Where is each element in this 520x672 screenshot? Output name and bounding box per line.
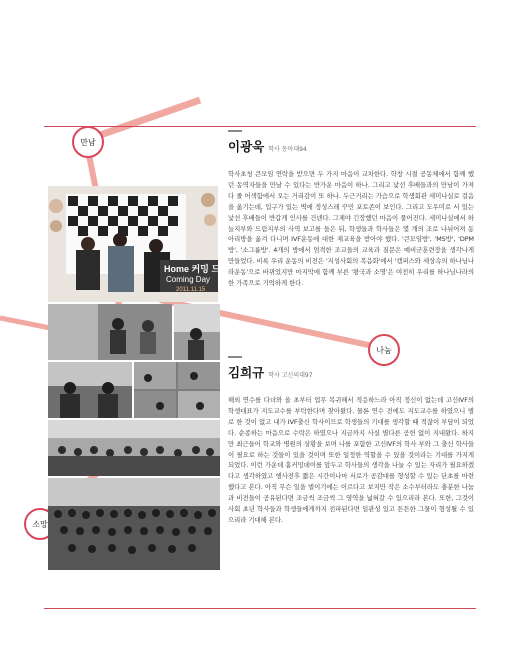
photo-speakers bbox=[48, 362, 132, 418]
top-rule bbox=[44, 126, 476, 127]
photo-crowd-hall bbox=[48, 420, 220, 476]
banner-line2: Coming Day bbox=[166, 275, 211, 284]
photo-photozone-group bbox=[48, 186, 229, 302]
photo-photozone-art bbox=[48, 186, 229, 302]
badge-meet-label: 만남 bbox=[80, 137, 96, 147]
profile-affiliation: 학사 고신의대97 bbox=[268, 372, 313, 379]
section-dash bbox=[228, 130, 242, 132]
bottom-rule bbox=[44, 608, 476, 609]
badge-hope-label: 소망 bbox=[32, 519, 48, 529]
photo-lecture-left bbox=[48, 304, 172, 360]
profile-affiliation: 학사 동아대94 bbox=[268, 146, 307, 153]
badge-share-label: 나눔 bbox=[376, 345, 392, 355]
profile-name: 이광욱 bbox=[228, 139, 265, 154]
photo-large-group bbox=[48, 478, 220, 570]
photo-small-groups bbox=[134, 362, 220, 418]
profile-name: 김희규 bbox=[228, 365, 265, 380]
profile-body: 학사초청 큰모임 연락을 받으면 두 가지 마음이 교차한다. 학창 시절 공동체에서 함께 했던 동역자들을 만날 수 있다는 반가운 마음이 하나. 그리고 낯선 후배들과의 만남이 가져다 줄 어색함에서 오는 거리감이 또 하나. 두근거리는 가슴으로 학생회관 세미나실로 걸음을 옮기는데, 입구가 있는 벽에 정성스레 꾸민 포토존이 보인다. 그리고 도우미로 서 있는 낯선 후배들이 반갑게 인사를 건넨다. 그제야 긴장했던 마음이 풀어진다. 세미나실에서 하늘지부와 드림지부의 사역 보고를 들은 뒤, 학생들과 학사들은 몇 개의 조로 나뉘어져 동아리방을 옮겨 다니며 IVF운동에 대한 재교육을 받아야 했다. '큰모임방', 'MS방', 'DPM방', '소그룹방'. 4개의 방에서 엄격한 조교들의 교육과 질문은 예비군훈련장을 생각나게 만들었다. 비록 우리 운동의 비전은 '지성사회의 복음화'에서 '캠퍼스와 세상속의 하나님나라운동'으로 바뀌었지만 마지막에 함께 부른 '왕국과 소명'은 여전히 우리를 하나님나라의 한 가족으로 기억하게 한다. bbox=[228, 170, 474, 288]
banner-line1: Home 커밍 드림 bbox=[164, 264, 229, 274]
profile-header bbox=[228, 362, 474, 381]
profile-section-2 bbox=[228, 356, 474, 526]
badge-meet bbox=[72, 126, 104, 158]
section-dash bbox=[228, 356, 242, 358]
photo-lecture-right bbox=[174, 304, 220, 360]
profile-header bbox=[228, 136, 474, 155]
profile-body: 해외 연수를 다녀와 올 초부터 업무 복귀해서 적응하느라 아직 정신이 없는데 고신IVF의 학생대표가 지도교수를 부탁한다며 찾아왔다. 물론 연수 전에도 지도교수를 하였으니 별로 한 것이 없고 내가 IVF출신 학사이므로 학생들의 기대를 생각할 때 적잖이 부담이 되었다. 순종하는 마음으로 수락은 하였으나 지금까지 사실 별다른 공헌 없이 지내왔다. 하지만 최근들어 학교와 병원의 상황을 보며 나를 포함한 고신IVF의 학사 부와 그 출신 학사들이 필요로 하는 것들이 있을 것이며 또한 일정한 역할을 수 있을 것이라는 기대를 가지게 되었다. 이런 가운데 홈커밍데이를 앞두고 학사들의 생각을 나눌 수 있는 자리가 필요하겠다고 생각하였고 행사전후 짧은 시간이나마 서로가 공감대를 형성할 수 있는 단초를 마련했다고 본다. 아직 무슨 일을 벌이기에는 이르다고 보지만 작은 소수부터라도 충분한 나눔과 비전들이 공유된다면 조금씩 조금씩 그 영역을 넓혀갈 수 있으리라 본다. 또한, 그것이 사회 초년 학사들과 학생들에게까지 전파된다면 일관성 있고 튼튼한 그물이 형성될 수 있으리라 기대해 본다. bbox=[228, 396, 474, 524]
banner-line3: 2011.11.15 bbox=[176, 287, 206, 293]
profile-section-1 bbox=[228, 130, 474, 289]
